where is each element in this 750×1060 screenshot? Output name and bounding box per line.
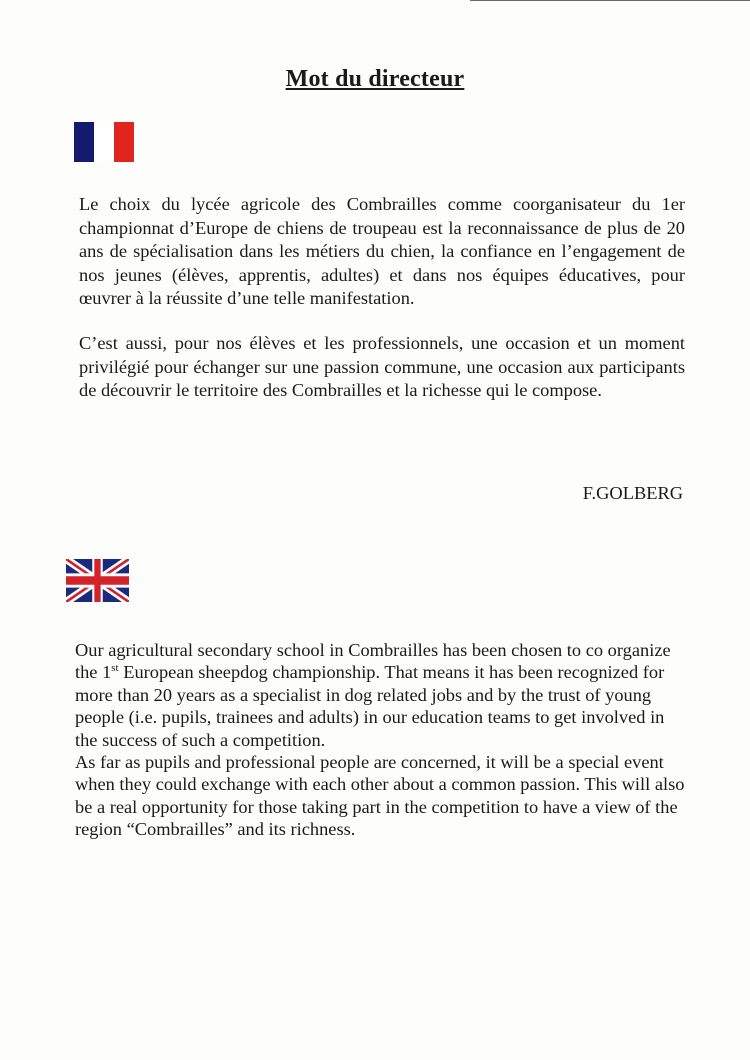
director-signature: F.GOLBERG [582, 483, 683, 503]
ordinal-suffix: st [111, 662, 119, 675]
french-paragraph-1: Le choix du lycée agricole des Combrailles comme coorganisateur du 1er championnat d’Europe de chiens de troupeau est la reconnaissance de plus de 20 ans de spécialisation dans les métiers du chien, la confiance en l’engagement de nos jeunes (élèves, apprentis, adultes) et dans nos équipes éducatives, pour œuvrer à la réussite d’une telle manifestation. [79, 194, 685, 309]
scan-top-edge-line [470, 0, 750, 1]
france-flag-white-band [94, 122, 114, 162]
french-paragraph-2: C’est aussi, pour nos élèves et les professionnels, une occasion et un moment privilégié pour échanger sur une passion commune, une occasion aux participants de découvrir le territoire des Combrailles et la richesse qui le compose. [79, 332, 685, 401]
uk-flag-icon [66, 559, 129, 602]
english-paragraph-1-start: Our agricultural secondary school in Combrailles has been chosen to co organize the 1 [75, 640, 671, 683]
page-title: Mot du directeur [285, 66, 465, 92]
english-paragraph-1-end: European sheepdog championship. That means it has been recognized for more than 20 years as a specialist in dog related jobs and by the trust of young people (i.e. pupils, trainees and adults) in our education teams to get involved in the success of such a competition. [75, 662, 665, 750]
france-flag-blue-band [74, 122, 94, 162]
france-flag-icon [74, 122, 134, 162]
france-flag-red-band [114, 122, 134, 162]
english-message [75, 639, 687, 841]
english-paragraph-2: As far as pupils and professional people are concerned, it will be a special event when they could exchange with each other about a common passion. This will also be a real opportunity for those taking part in the competition to have a view of the region “Combrailles” and its richness. [75, 752, 685, 840]
english-paragraph-1 [75, 639, 687, 751]
french-message [79, 193, 685, 424]
